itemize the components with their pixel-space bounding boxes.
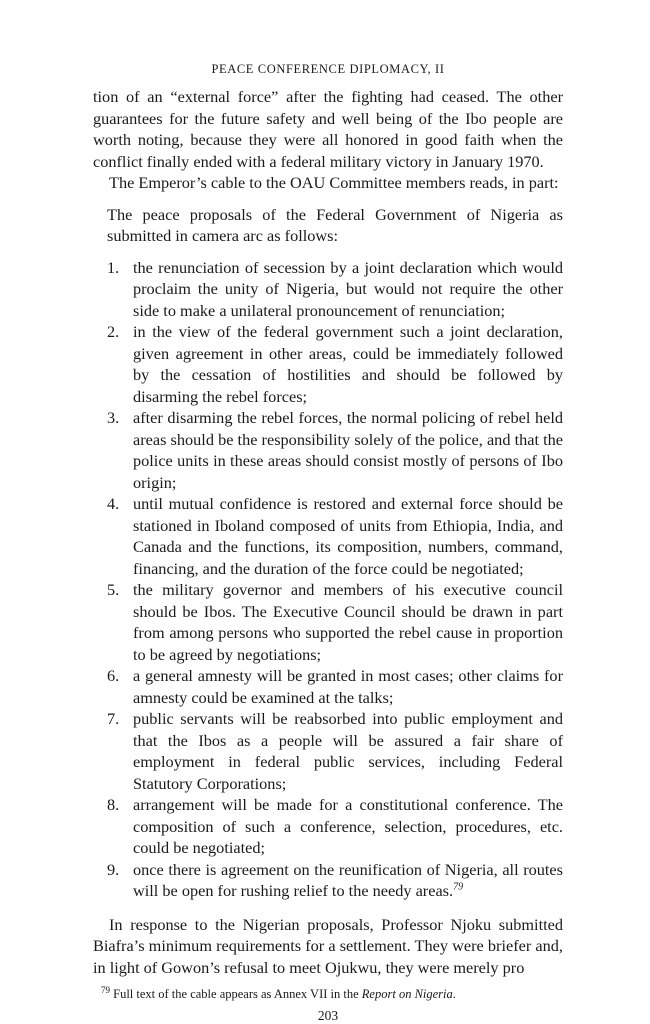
footnote-mark: 79 [101,984,110,995]
paragraph-cable-intro: The Emperor’s cable to the OAU Committee members reads, in part: [109,173,559,192]
footnote-period: . [452,987,456,1001]
list-item-text: in the view of the federal government such a joint declaration, given agreement in other areas, could be immediately followed by the cessation of hostilities and should be followed by disarming the rebel forces; [133,322,563,406]
list-item-number: 9. [107,859,120,879]
footnote-reference[interactable]: 79 [453,881,464,893]
list-item-text: a general amnesty will be granted in most cases; other claims for amnesty could be examined at the talks; [133,666,563,707]
page-number: 203 [317,1008,339,1023]
list-item [107,708,563,794]
list-item-number: 2. [107,322,120,341]
block-quote-intro: The peace proposals of the Federal Government of Nigeria as submitted in camera arc as follows: [107,204,563,245]
list-item-number: 4. [107,494,120,513]
running-head: PEACE CONFERENCE DIPLOMACY, II [211,62,445,76]
list-item [107,407,563,493]
list-item [107,321,563,407]
list-item [107,665,563,708]
list-item [107,493,563,579]
list-item-number: 6. [107,666,120,685]
list-item-number: 1. [107,257,120,277]
footnote [101,986,563,1002]
list-item-number: 5. [107,580,120,599]
list-item [107,794,563,859]
proposals-list [107,257,563,902]
list-item [107,579,563,665]
list-item [107,257,563,322]
footnote-text: Full text of the cable appears as Annex VII in the [113,987,359,1001]
list-item-text: public servants will be reabsorbed into public employment and that the Ibos as a people will be assured a fair share of employment in federal public services, including Federal Statutory Corporations; [133,709,563,793]
footnote-report-title: Report on Nigeria [361,987,453,1001]
list-item-text: until mutual confidence is restored and external force should be stationed in Iboland composed of units from Ethiopia, India, and Canada and the functions, its composition, numbers, command, financing, and the duration of the force could be negotiated; [133,494,563,578]
list-item [107,859,563,902]
list-item-number: 3. [107,408,120,427]
list-item-text: the renunciation of secession by a joint declaration which would proclaim the unity of Nigeria, but would not require the other side to make a unilateral pronouncement of renunciation; [133,257,563,320]
block-quote [107,204,563,902]
paragraph-continuation: tion of an “external force” after the fighting had ceased. The other guarantees for the future safety and well being of the Ibo people are worth noting, because they were all honored in good faith when the conflict finally ended with a federal military victory in January 1970. [93,87,563,171]
book-page [93,60,563,1024]
list-item-number: 8. [107,795,120,814]
paragraph-response: In response to the Nigerian proposals, Professor Njoku submitted Biafra’s minimum requirements for a settlement. They were briefer and, in light of Gowon’s refusal to meet Ojukwu, they were merely pro [93,914,563,977]
list-item-text: after disarming the rebel forces, the normal policing of rebel held areas should be the responsibility solely of the police, and that the police units in these areas should consist mostly of persons of Ibo origin; [133,408,563,492]
list-item-text: arrangement will be made for a constitutional conference. The composition of such a conference, selection, procedures, etc. could be negotiated; [133,795,563,857]
list-item-text: the military governor and members of his executive council should be Ibos. The Executive Council should be drawn in part from among persons who supported the rebel cause in proportion to be agreed by negotiations; [133,580,563,664]
list-item-number: 7. [107,709,120,728]
list-item-text: once there is agreement on the reunification of Nigeria, all routes will be open for rushing relief to the needy areas. [133,859,563,900]
